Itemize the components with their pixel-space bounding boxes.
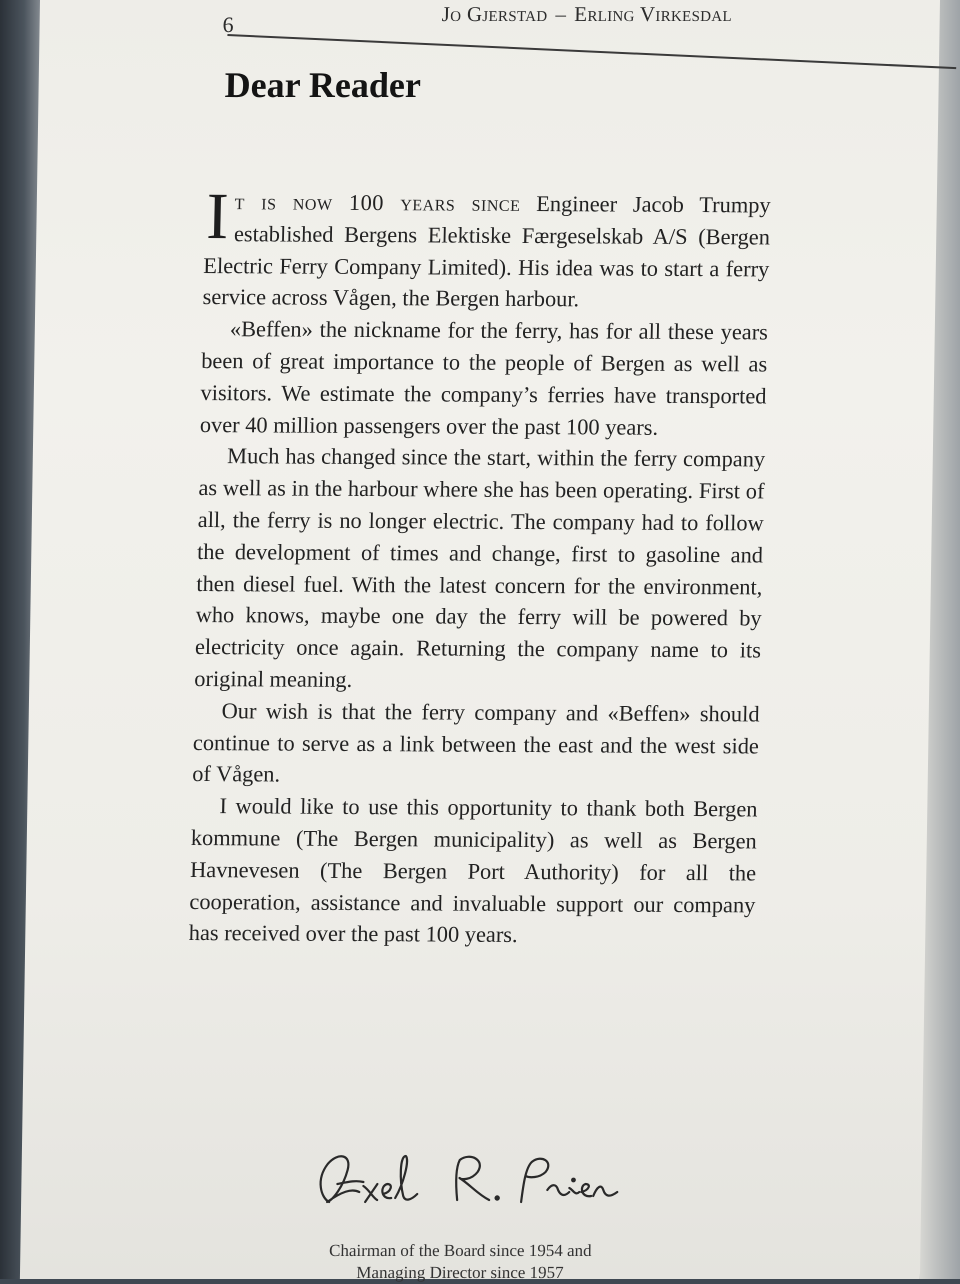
letter-paragraph-1 [202,180,771,317]
letter-paragraph-2: «Beffen» the nickname for the ferry, has for all these years been of great importance to the people of Bergen as well as visitors. We estimate the company’s ferries have transported over 40 million passengers over the past 100 years. [199,316,769,440]
running-head-author-1: Jo Gjerstad [441,2,548,26]
letter-paragraph-3: Much has changed since the start, within the ferry company as well as in the harbour where she has been operating. First of all, the ferry is no longer electric. The company had to follow the development of times and change, first to gasoline and then diesel fuel. With the latest concern for the environment, who knows, maybe one day the ferry will be powered by electricity once again. Returning the company name to its original meaning. [194,443,766,692]
book-page [20,0,940,1282]
handwritten-signature [307,1140,628,1230]
page-number: 6 [222,12,234,37]
opening-smallcaps: t is now 100 years since [234,189,521,216]
running-head [442,2,733,27]
letter-paragraph-5: I would like to use this opportunity to thank both Bergen kommune (The Bergen municipality) as well as Bergen Havnevesen (The Bergen Port Authority) for all the cooperation, assistance and invaluable support our company has received over the past 100 years. [188,793,758,948]
letter-paragraph-4: Our wish is that the ferry company and «Beffen» should continue to serve as a link between the east and the west side of Vågen. [191,697,760,787]
caption-line-2: Managing Director since 1957 [356,1263,564,1282]
running-head-separator: – [555,2,567,26]
page-title: Dear Reader [224,65,422,105]
paragraph-1-text: Engineer Jacob Trumpy established Bergens Elektiske Færgeselskab A/S (Bergen Electric Ferry Company Limited). His idea was to start a ferry service across Vågen, the Bergen harbour. [202,190,771,312]
signature-drawing [307,1140,628,1230]
caption-line-1: Chairman of the Board since 1954 and [328,1241,592,1260]
signature-caption [270,1240,651,1284]
running-head-author-2: Erling Virkesdal [574,2,733,26]
drop-cap: I [205,180,230,254]
letter-body [188,180,771,953]
